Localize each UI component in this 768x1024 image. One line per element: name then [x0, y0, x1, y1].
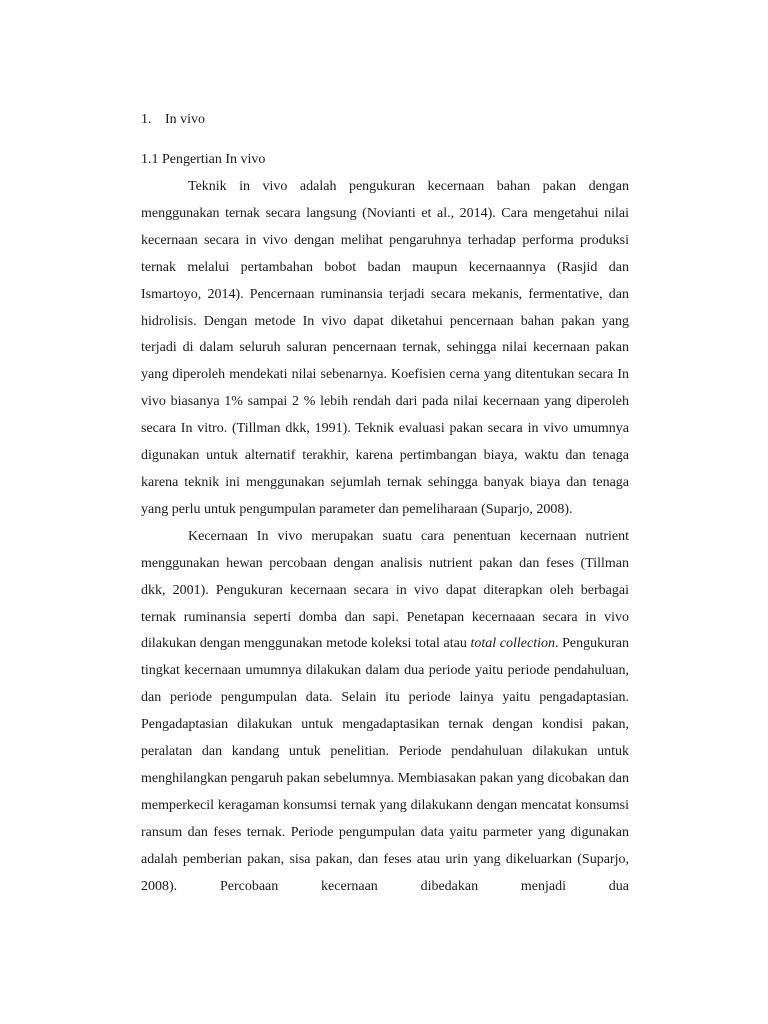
- paragraph-2: [141, 524, 629, 901]
- section-number: 1.: [141, 112, 152, 127]
- subsection-heading: 1.1 Pengertian In vivo: [141, 152, 266, 167]
- body-text: [141, 174, 629, 900]
- section-title: In vivo: [165, 112, 206, 127]
- paragraph-2-text-b: . Pengukuran tingkat kecernaan umumnya dilakukan dalam dua periode yaitu periode pendahuluan, dan periode pengumpulan data. Selain itu periode lainya yaitu pengadaptasian. Pengadaptasian dilakukan untuk mengadaptasikan ternak dengan kondisi pakan, peralatan dan kandang untuk penelitian. Periode pendahuluan dilakukan untuk menghilangkan pengaruh pakan sebelumnya. Membiasakan pakan yang dicobakan dan memperkecil keragaman konsumsi ternak yang dilakukann dengan mencatat konsumsi ransum dan feses ternak. Periode pengumpulan data yaitu parmeter yang digunakan adalah pemberian pakan, sisa pakan, dan feses atau urin yang dikeluarkan (Suparjo, 2008). Percobaan kecernaan dibedakan menjadi dua: [141, 636, 629, 894]
- paragraph-1: Teknik in vivo adalah pengukuran kecernaan bahan pakan dengan menggunakan ternak secara langsung (Novianti et al., 2014). Cara mengetahui nilai kecernaan secara in vivo dengan melihat pengaruhnya terhadap performa produksi ternak melalui pertambahan bobot badan maupun kecernaannya (Rasjid dan Ismartoyo, 2014). Pencernaan ruminansia terjadi secara mekanis, fermentative, dan hidrolisis. Dengan metode In vivo dapat diketahui pencernaan bahan pakan yang terjadi di dalam seluruh saluran pencernaan ternak, sehingga nilai kecernaan pakan yang diperoleh mendekati nilai sebenarnya. Koefisien cerna yang ditentukan secara In vivo biasanya 1% sampai 2 % lebih rendah dari pada nilai kecernaan yang diperoleh secara In vitro. (Tillman dkk, 1991). Teknik evaluasi pakan secara in vivo umumnya digunakan untuk alternatif terakhir, karena pertimbangan biaya, waktu dan tenaga karena teknik ini menggunakan sejumlah ternak sehingga banyak biaya dan tenaga yang perlu untuk pengumpulan parameter dan pemeliharaan (Suparjo, 2008).: [141, 179, 629, 517]
- paragraph-2-text-a: Kecernaan In vivo merupakan suatu cara penentuan kecernaan nutrient menggunakan hewan percobaan dengan analisis nutrient pakan dan feses (Tillman dkk, 2001). Pengukuran kecernaan secara in vivo dapat diterapkan oleh berbagai ternak ruminansia seperti domba dan sapi. Penetapan kecernaaan secara in vivo dilakukan dengan menggunakan metode koleksi total atau: [141, 528, 629, 652]
- section-heading: [141, 110, 205, 130]
- paragraph-2-italic-term: total collection: [470, 636, 555, 652]
